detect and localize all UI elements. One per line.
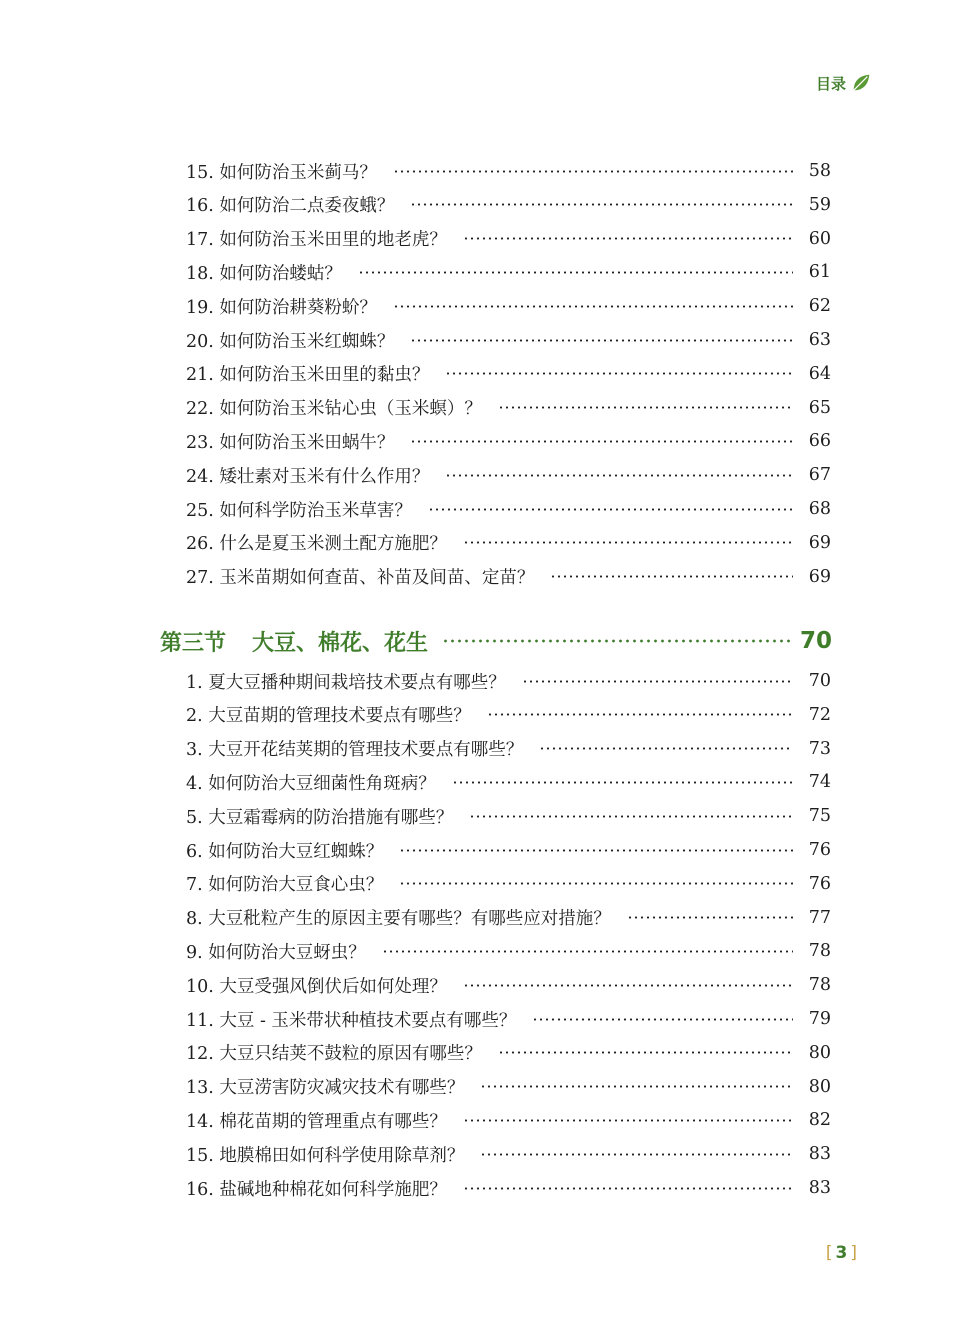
toc-entry[interactable] (186, 702, 831, 728)
running-header (816, 72, 872, 94)
toc-entry-title: 16. 如何防治二点委夜蛾？ (186, 196, 395, 217)
toc-entry-page: 63 (808, 330, 831, 350)
toc-entry-page: 82 (808, 1110, 831, 1131)
leader-dots (532, 1018, 793, 1021)
section-heading[interactable] (160, 624, 832, 658)
toc-entry[interactable] (186, 1175, 831, 1201)
toc-entry-page: 67 (808, 465, 831, 486)
toc-entry[interactable] (186, 259, 831, 285)
toc-entry[interactable] (186, 293, 831, 319)
toc-entry[interactable] (186, 938, 831, 964)
leader-dots (428, 508, 793, 511)
toc-entry-title: 19. 如何防治耕葵粉蚧？ (186, 297, 377, 318)
leader-dots (463, 237, 793, 240)
toc-entry-page: 80 (808, 1042, 831, 1063)
toc-entry-page: 78 (808, 941, 831, 962)
leader-dots (463, 1119, 793, 1122)
toc-entry-title: 5. 大豆霜霉病的防治措施有哪些？ (186, 807, 454, 828)
toc-entry[interactable] (186, 1040, 831, 1066)
leader-dots (539, 747, 793, 750)
toc-entry-title: 2. 大豆苗期的管理技术要点有哪些？ (186, 706, 471, 727)
toc-entry-page: 77 (808, 907, 831, 928)
toc-entry[interactable] (186, 1006, 831, 1032)
toc-entry[interactable] (186, 769, 831, 795)
leader-dots (480, 1153, 793, 1156)
leader-dots (498, 406, 793, 409)
toc-entry-title: 13. 大豆涝害防灾减灾技术有哪些？ (186, 1078, 465, 1099)
toc-entry-title: 1. 夏大豆播种期间栽培技术要点有哪些？ (186, 672, 506, 693)
leader-dots (550, 575, 793, 578)
toc-entry-page: 66 (808, 431, 831, 452)
toc-entry-title: 4. 如何防治大豆细菌性角斑病？ (186, 773, 436, 794)
toc-entry-title: 15. 如何防治玉米蓟马？ (186, 162, 377, 183)
toc-entry-page: 70 (808, 671, 831, 691)
toc-entry-title: 7. 如何防治大豆食心虫？ (186, 875, 384, 896)
toc-entry[interactable] (186, 1074, 831, 1100)
toc-entry-title: 26. 什么是夏玉米测土配方施肥？ (186, 534, 447, 555)
toc-entry-title: 10. 大豆受强风倒伏后如何处理？ (186, 976, 447, 997)
toc-entry-page: 61 (808, 262, 831, 283)
toc-entry-title: 11. 大豆 - 玉米带状种植技术要点有哪些？ (186, 1010, 517, 1031)
toc-entry-title: 6. 如何防治大豆红蜘蛛？ (186, 841, 384, 862)
toc-entry-page: 60 (808, 228, 831, 249)
toc-entry[interactable] (186, 837, 831, 863)
header-title: 目录 (815, 74, 846, 93)
toc-entry[interactable] (186, 564, 831, 590)
toc-entry[interactable] (186, 530, 831, 556)
toc-entry-title: 27. 玉米苗期如何查苗、补苗及间苗、定苗？ (186, 568, 535, 589)
page-footer (823, 1243, 860, 1263)
toc-entry[interactable] (186, 327, 831, 353)
toc-entry-page: 64 (808, 363, 831, 384)
leader-dots (480, 1085, 793, 1088)
toc-entry-page: 80 (808, 1076, 831, 1097)
toc-entry[interactable] (186, 462, 831, 488)
leader-dots (452, 781, 793, 784)
toc-entry-title: 25. 如何科学防治玉米草害？ (186, 500, 412, 521)
section-page-number: 70 (799, 628, 832, 654)
toc-entry[interactable] (186, 395, 831, 421)
toc-entry[interactable] (186, 972, 831, 998)
leader-dots (393, 170, 793, 173)
leader-dots (463, 984, 793, 987)
toc-entry[interactable] (186, 871, 831, 897)
toc-entry-title: 21. 如何防治玉米田里的黏虫？ (186, 365, 430, 386)
leader-dots (463, 541, 793, 544)
leader-dots (382, 950, 793, 953)
toc-entry-title: 24. 矮壮素对玉米有什么作用？ (186, 466, 430, 487)
footer-page-number: 3 (835, 1243, 848, 1263)
toc-entry-page: 76 (808, 873, 831, 894)
toc-entry-page: 79 (808, 1009, 831, 1029)
section-leader-dots (442, 639, 790, 643)
toc-entry-title: 20. 如何防治玉米红蜘蛛？ (186, 331, 395, 352)
toc-entry[interactable] (186, 736, 831, 762)
leader-dots (627, 916, 793, 919)
toc-entry-page: 69 (808, 532, 831, 553)
toc-entry-page: 72 (808, 704, 831, 725)
leaf-icon (850, 72, 872, 94)
toc-entry-page: 83 (808, 1144, 831, 1165)
toc-entry-title: 22. 如何防治玉米钻心虫（玉米螟）？ (186, 399, 482, 420)
leader-dots (498, 1051, 793, 1054)
toc-entry-page: 76 (808, 840, 831, 860)
leader-dots (358, 271, 793, 274)
toc-entry[interactable] (186, 361, 831, 387)
toc-entry-title: 12. 大豆只结荚不鼓粒的原因有哪些？ (186, 1044, 482, 1065)
leader-dots (445, 372, 793, 375)
leader-dots (487, 713, 793, 716)
toc-entry-page: 83 (808, 1178, 831, 1198)
toc-entry-title: 14. 棉花苗期的管理重点有哪些？ (186, 1111, 447, 1132)
toc-entry[interactable] (186, 905, 831, 931)
toc-entry-title: 23. 如何防治玉米田蜗牛？ (186, 432, 395, 453)
leader-dots (463, 1187, 793, 1190)
toc-entry[interactable] (186, 1107, 831, 1133)
toc-entry-title: 3. 大豆开花结荚期的管理技术要点有哪些？ (186, 740, 524, 761)
leader-dots (393, 305, 793, 308)
toc-entry[interactable] (186, 226, 831, 252)
toc-entry[interactable] (186, 428, 831, 454)
toc-entry[interactable] (186, 803, 831, 829)
toc-entry[interactable] (186, 668, 831, 694)
toc-entry-page: 65 (808, 397, 831, 418)
toc-entry[interactable] (186, 158, 831, 184)
toc-entry-title: 15. 地膜棉田如何科学使用除草剂？ (186, 1145, 465, 1166)
footer-bracket-right: ] (850, 1243, 857, 1263)
leader-dots (410, 440, 793, 443)
section-label: 第三节 (160, 630, 227, 656)
leader-dots (399, 882, 793, 885)
toc-entry-page: 62 (808, 296, 831, 317)
leader-dots (410, 339, 793, 342)
toc-entry[interactable] (186, 496, 831, 522)
toc-entry-page: 75 (808, 806, 831, 827)
leader-dots (469, 815, 793, 818)
toc-entry-page: 73 (808, 738, 831, 759)
toc-entry-title: 17. 如何防治玉米田里的地老虎？ (186, 230, 447, 251)
toc-entry-title: 16. 盐碱地种棉花如何科学施肥？ (186, 1179, 447, 1200)
toc-entry[interactable] (186, 192, 831, 218)
toc-entry-page: 59 (808, 194, 831, 215)
toc-entry-title: 8. 大豆秕粒产生的原因主要有哪些？有哪些应对措施？ (186, 909, 611, 930)
leader-dots (522, 680, 793, 683)
toc-entry-page: 58 (808, 161, 831, 181)
toc-entry-page: 74 (808, 772, 831, 793)
leader-dots (410, 203, 793, 206)
toc-entry-title: 9. 如何防治大豆蚜虫？ (186, 942, 366, 963)
toc-entry-title: 18. 如何防治蝼蛄？ (186, 263, 342, 284)
leader-dots (445, 474, 793, 477)
footer-bracket-left: [ (825, 1243, 833, 1263)
section-title: 大豆、棉花、花生 (252, 630, 429, 656)
toc-entry-page: 69 (808, 566, 831, 587)
toc-entry-page: 68 (808, 499, 831, 519)
toc-entry-page: 78 (808, 975, 831, 996)
leader-dots (399, 849, 793, 852)
toc-entry[interactable] (186, 1141, 831, 1167)
